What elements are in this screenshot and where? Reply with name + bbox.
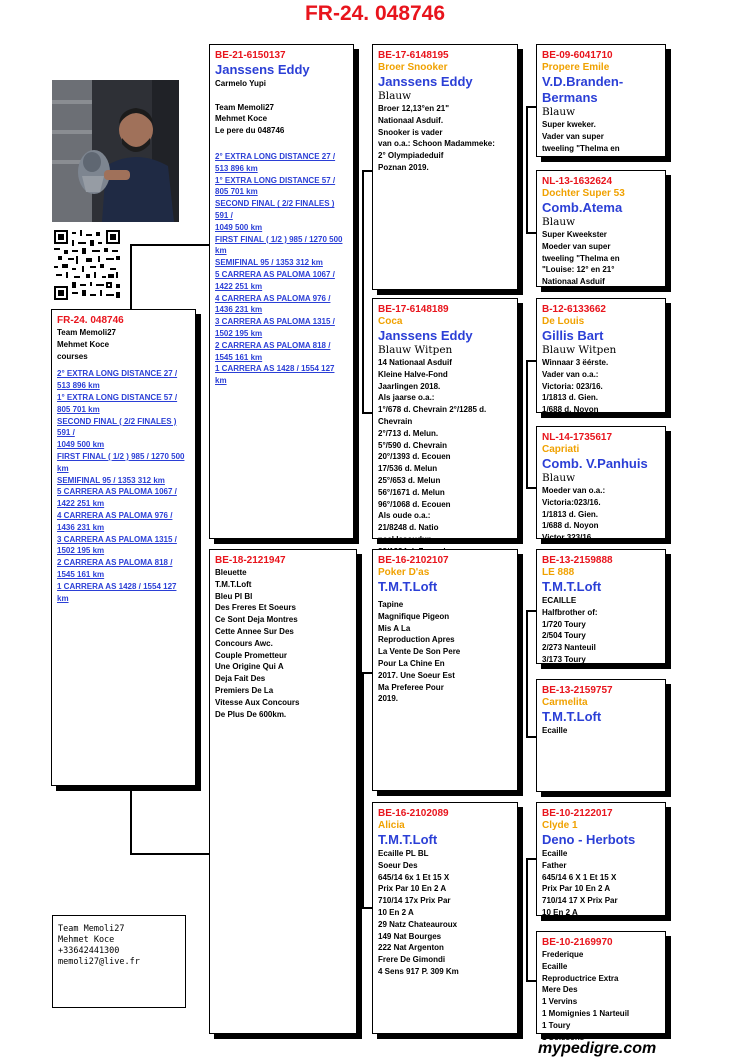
- result-line[interactable]: SEMIFINAL 95 / 1353 312 km: [215, 258, 323, 268]
- result-line[interactable]: 5 CARRERA AS PALOMA 1067 /: [215, 269, 335, 279]
- pigeon-info: Bleuette T.M.T.Loft Bleu Pl Bl Des Freres Et Soeurs Ce Sont Deja Montres Cette Annee Sur Des Concours Awc. Couple Prometteur Une Origine Qui A Deja Fait Des Premiers De La Vitesse Aux Concours De Plus De 600km.: [215, 568, 300, 719]
- breeder-name: Janssens Eddy: [215, 62, 310, 77]
- great-grandparent-card[interactable]: [536, 426, 666, 543]
- result-line[interactable]: 4 CARRERA AS PALOMA 976 /: [215, 293, 331, 303]
- pigeon-info: Ecaille: [542, 726, 568, 735]
- result-line[interactable]: 2 CARRERA AS PALOMA 818 /: [57, 558, 173, 568]
- result-line[interactable]: SEMIFINAL 95 / 1353 312 km: [57, 475, 165, 485]
- paternal-grandmother-card[interactable]: [372, 298, 518, 544]
- result-line[interactable]: 1422 251 km: [215, 281, 263, 291]
- connector: [362, 907, 372, 909]
- result-line[interactable]: 2° EXTRA LONG DISTANCE 27 /: [57, 369, 178, 379]
- result-line[interactable]: 1545 161 km: [57, 569, 105, 579]
- pigeon-color: Blauw: [542, 472, 576, 484]
- connector: [362, 412, 372, 414]
- mother-card[interactable]: [209, 549, 357, 1034]
- ring-number: BE-13-2159888: [542, 555, 613, 566]
- pigeon-name: Propere Emile: [542, 62, 610, 73]
- connector: [526, 858, 528, 982]
- ring-number: B-12-6133662: [542, 304, 606, 315]
- connector: [526, 360, 536, 362]
- result-line[interactable]: 1422 251 km: [57, 499, 105, 509]
- connector: [526, 106, 536, 108]
- pigeon-info: Ecaille Father 645/14 6 X 1 Et 15 X Prix Par 10 En 2 A 710/14 17 X Prix Par 10 En 2 A: [542, 849, 618, 917]
- ring-number: BE-17-6148189: [378, 304, 449, 315]
- pigeon-info: 14 Nationaal Asduif Kleine Halve-Fond Jaarlingen 2018. Als jaarse o.a.: 1°/678 d. Chevrain 2°/1285 d. Chevrain 2°/713 d. Melun. 5°/590 d. Chevrain 20°/1393 d. Ecouen 17/536 d. Melun 25°/653 d. Melun 56°/1671 d. Melun 96°/1068 d. Ecouen Als oude o.a.: 21/8248 d. Natio naal Issoudun.: [378, 358, 487, 544]
- pigeon-name: Dochter Super 53: [542, 188, 625, 199]
- result-line[interactable]: 1049 500 km: [57, 440, 105, 450]
- result-line[interactable]: SECOND FINAL ( 2/2 FINALES ) 591 /: [57, 416, 177, 438]
- ring-number: BE-13-2159757: [542, 685, 613, 696]
- result-list: [215, 151, 348, 387]
- ring-number: BE-10-2122017: [542, 808, 613, 819]
- connector: [526, 610, 536, 612]
- ring-number: BE-18-2121947: [215, 555, 286, 566]
- result-line[interactable]: 1436 231 km: [57, 522, 105, 532]
- result-line[interactable]: 1 CARRERA AS 1428 / 1554 127 km: [57, 581, 177, 603]
- result-line[interactable]: 513 896 km: [215, 163, 258, 173]
- result-line[interactable]: 1436 231 km: [215, 305, 263, 315]
- ring-number: BE-09-6041710: [542, 50, 613, 61]
- connector: [362, 170, 372, 172]
- result-line[interactable]: 513 896 km: [57, 381, 100, 391]
- great-grandparent-card[interactable]: [536, 170, 666, 287]
- great-grandparent-card[interactable]: [536, 44, 666, 157]
- breeder-name: Deno - Herbots: [542, 832, 636, 847]
- great-grandparent-card[interactable]: [536, 802, 666, 916]
- result-line[interactable]: 1 CARRERA AS 1428 / 1554 127 km: [215, 364, 335, 386]
- result-line[interactable]: FIRST FINAL ( 1/2 ) 985 / 1270 500 km: [57, 451, 185, 473]
- breeder-name: V.D.Branden- Bermans: [542, 74, 624, 105]
- paternal-grandfather-card[interactable]: [372, 44, 518, 290]
- pigeon-color: Blauw: [542, 106, 576, 118]
- result-line[interactable]: 1502 195 km: [215, 328, 263, 338]
- pigeon-color: Blauw: [542, 216, 576, 228]
- breeder-name: T.M.T.Loft: [542, 709, 602, 724]
- pigeon-info: ECAILLE Halfbrother of: 1/720 Toury 2/504 Toury 2/273 Nanteuil 3/173 Toury: [542, 596, 598, 664]
- result-list: [57, 368, 190, 604]
- connector: [526, 360, 528, 489]
- great-grandparent-card[interactable]: [536, 931, 666, 1042]
- father-card[interactable]: [209, 44, 354, 539]
- pigeon-info: Carmelo Yupi Team Memoli27 Mehmet Koce Le pere du 048746: [215, 79, 285, 136]
- pigeon-name: Poker D'as: [378, 567, 430, 578]
- ring-number: BE-21-6150137: [215, 50, 286, 61]
- pigeon-info: Super kweker. Vader van super tweeling "Thelma en: [542, 120, 620, 153]
- pigeon-name: Alicia: [378, 820, 405, 831]
- result-line[interactable]: 1502 195 km: [57, 546, 105, 556]
- pigeon-info: Ecaille PL BL Soeur Des 645/14 6x 1 Et 15 X Prix Par 10 En 2 A 710/14 17x Prix Par 10 En 2 A 29 Natz Chateauroux 149 Nat Bourges 222 Nat Argenton Frere De Gimondi 4 Sens 917 P. 309 Km: [378, 849, 459, 976]
- maternal-grandfather-card[interactable]: [372, 549, 518, 791]
- result-line[interactable]: 2 CARRERA AS PALOMA 818 /: [215, 340, 331, 350]
- result-line[interactable]: 3 CARRERA AS PALOMA 1315 /: [57, 534, 177, 544]
- pigeon-color: Blauw Witpen: [378, 344, 453, 356]
- ring-number: BE-16-2102107: [378, 555, 449, 566]
- pigeon-name: Carmelita: [542, 697, 588, 708]
- breeder-name: T.M.T.Loft: [378, 579, 438, 594]
- great-grandparent-card[interactable]: [536, 679, 666, 792]
- result-line[interactable]: 805 701 km: [215, 187, 258, 197]
- result-line[interactable]: SECOND FINAL ( 2/2 FINALES ) 591 /: [215, 199, 335, 220]
- connector: [130, 785, 132, 855]
- pigeon-name: Capriati: [542, 444, 580, 455]
- breeder-name: T.M.T.Loft: [378, 832, 438, 847]
- result-line[interactable]: 805 701 km: [57, 404, 100, 414]
- result-line[interactable]: 1° EXTRA LONG DISTANCE 57 /: [57, 392, 178, 402]
- connector: [130, 244, 132, 310]
- pigeon-info: Broer 12,13°en 21" Nationaal Asduif. Snooker is vader van o.a.: Schoon Madammeke: 2° Olympiadeduif Poznan 2019.: [378, 104, 495, 172]
- pigeon-name: Coca: [378, 316, 403, 327]
- connector: [526, 610, 528, 738]
- connector: [526, 736, 536, 738]
- connector: [526, 487, 536, 489]
- qr-code[interactable]: [54, 230, 120, 300]
- result-line[interactable]: 2° EXTRA LONG DISTANCE 27 /: [215, 151, 336, 161]
- great-grandparent-card[interactable]: [536, 298, 666, 413]
- pigeon-info: Tapine Magnifique Pigeon Mis A La Reproduction Apres La Vente De Son Pere Pour La Chine En 2017. Une Soeur Est Ma Preferee Pour 2019.: [378, 600, 461, 704]
- maternal-grandmother-card[interactable]: [372, 802, 518, 1034]
- pigeon-name: Broer Snooker: [378, 62, 448, 73]
- connector: [526, 106, 528, 234]
- pigeon-color: Blauw: [378, 90, 412, 102]
- pigeon-color: Blauw Witpen: [542, 344, 617, 356]
- pigeon-name: Clyde 1: [542, 820, 578, 831]
- result-line[interactable]: 1545 161 km: [215, 352, 263, 362]
- breeder-name: Comb.Atema: [542, 200, 623, 215]
- ring-number: BE-17-6148195: [378, 50, 449, 61]
- ring-number: BE-10-2169970: [542, 937, 613, 948]
- subject-card[interactable]: [51, 309, 196, 786]
- result-line[interactable]: 4 CARRERA AS PALOMA 976 /: [57, 510, 173, 520]
- ring-number: BE-16-2102089: [378, 808, 449, 819]
- connector: [130, 853, 210, 855]
- connector: [526, 980, 536, 982]
- pigeon-info: Winnaar 3 ëérste. Vader van o.a.: Victoria: 023/16. 1/1813 d. Gien. 1/688 d. Noyon: [542, 358, 609, 415]
- connector: [362, 672, 364, 909]
- ring-number: FR-24. 048746: [57, 315, 124, 326]
- great-grandparent-card[interactable]: [536, 549, 666, 664]
- connector: [526, 858, 536, 860]
- site-logo[interactable]: mypedigre.com: [538, 1040, 657, 1057]
- pigeon-info: Frederique Ecaille Reproductrice Extra Mere Des 1 Vervins 1 Momignies 1 Narteuil 1 Toury 1 Soissons: [542, 950, 630, 1042]
- pigeon-info: Moeder van o.a.: Victoria:023/16. 1/1813 d. Gien. 1/688 d. Noyon Victor 323/16: [542, 486, 606, 543]
- page-title: FR-24. 048746: [304, 2, 446, 25]
- pigeon-name: LE 888: [542, 567, 575, 578]
- breeder-name: Janssens Eddy: [378, 74, 473, 89]
- breeder-name: Janssens Eddy: [378, 328, 473, 343]
- breeder-name: T.M.T.Loft: [542, 579, 602, 594]
- pigeon-name: De Louis: [542, 316, 585, 327]
- owner-photo: [52, 80, 179, 222]
- ring-number: NL-13-1632624: [542, 176, 613, 187]
- contact-box: Team Memoli27 Mehmet Koce +33642441300 memoli27@live.fr: [52, 915, 186, 1008]
- connector: [130, 244, 210, 246]
- connector: [526, 232, 536, 234]
- result-line[interactable]: 5 CARRERA AS PALOMA 1067 /: [57, 487, 177, 497]
- connector: [362, 672, 372, 674]
- pigeon-info: Super Kweekster Moeder van super tweeling "Thelma en "Louise: 12° en 21° Nationaal Asduif: [542, 230, 620, 287]
- result-line[interactable]: FIRST FINAL ( 1/2 ) 985 / 1270 500 km: [215, 234, 343, 256]
- connector: [362, 170, 364, 414]
- breeder-name: Comb. V.Panhuis: [542, 456, 648, 471]
- result-line[interactable]: 3 CARRERA AS PALOMA 1315 /: [215, 317, 335, 327]
- ring-number: NL-14-1735617: [542, 432, 613, 443]
- breeder-name: Gillis Bart: [542, 328, 604, 343]
- result-line[interactable]: 1049 500 km: [215, 222, 263, 232]
- subject-info: Team Memoli27 Mehmet Koce courses: [57, 328, 116, 361]
- result-line[interactable]: 1° EXTRA LONG DISTANCE 57 /: [215, 175, 336, 185]
